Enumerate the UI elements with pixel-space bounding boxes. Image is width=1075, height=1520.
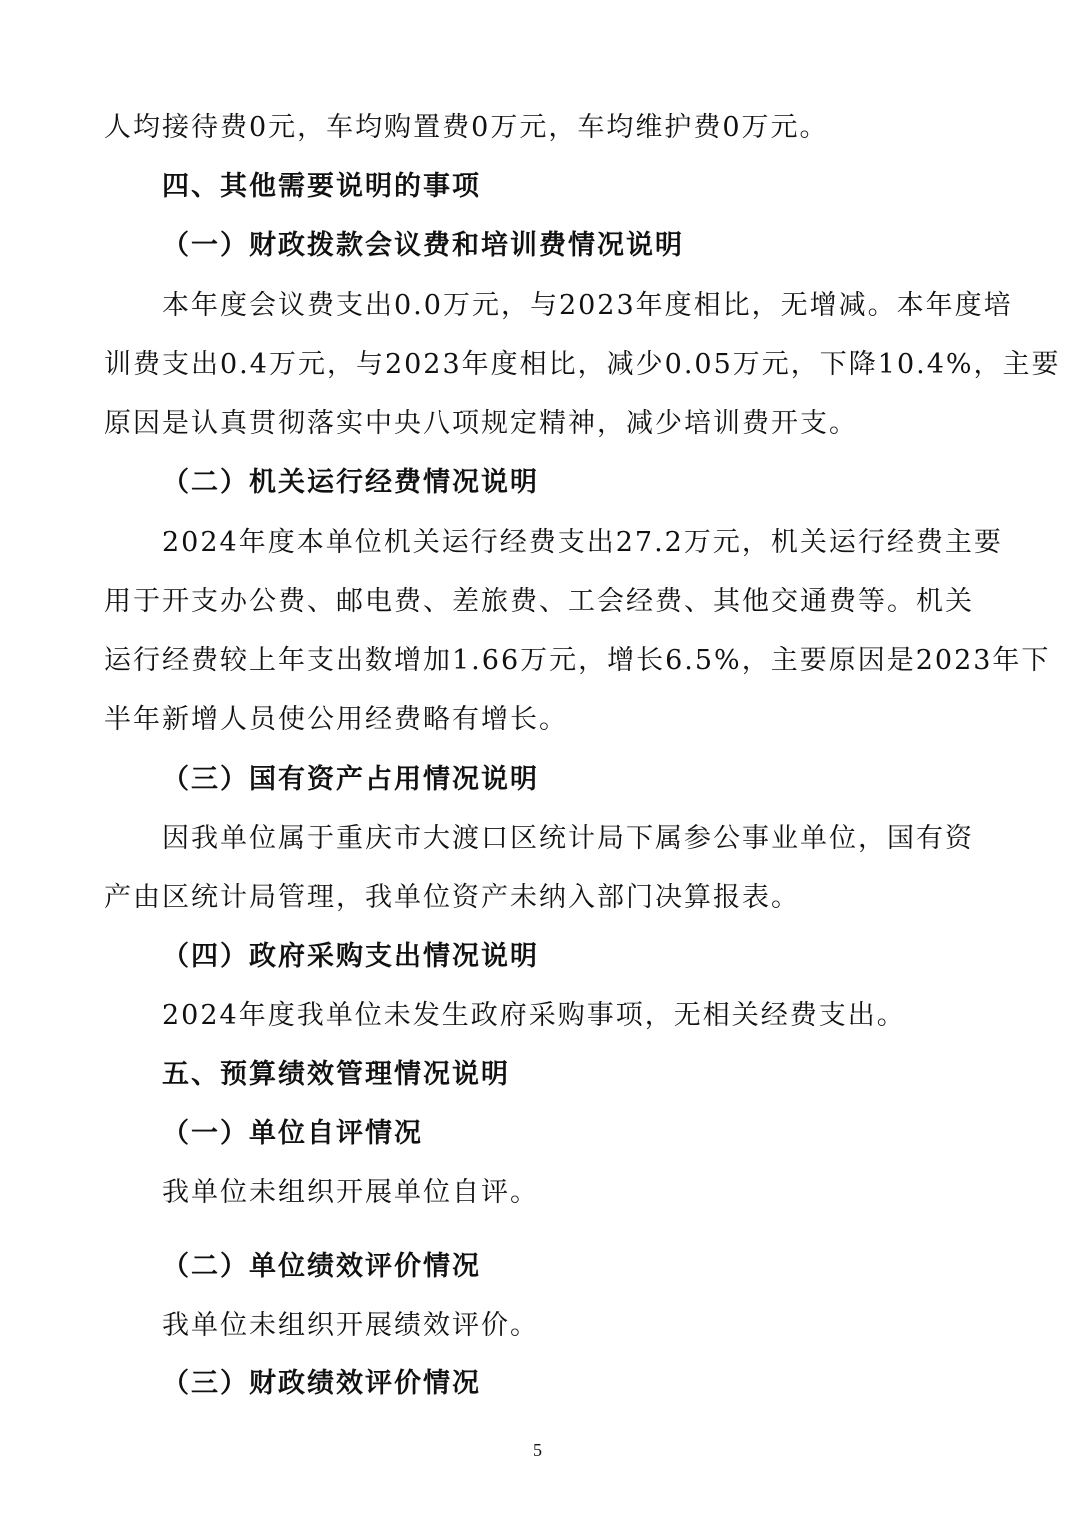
text-line: 本年度会议费支出0.0万元，与2023年度相比，无增减。本年度培 — [162, 290, 1013, 321]
text-line: 人均接待费0元，车均购置费0万元，车均维护费0万元。 — [104, 112, 829, 143]
subsection-heading: （二）机关运行经费情况说明 — [162, 467, 539, 498]
text-line: 因我单位属于重庆市大渡口区统计局下属参公事业单位，国有资 — [162, 823, 974, 854]
text-line: 用于开支办公费、邮电费、差旅费、工会经费、其他交通费等。机关 — [104, 586, 974, 617]
text-line: 运行经费较上年支出数增加1.66万元，增长6.5%，主要原因是2023年下 — [104, 645, 1051, 676]
text-line: 原因是认真贯彻落实中央八项规定精神，减少培训费开支。 — [104, 408, 858, 439]
text-line: 训费支出0.4万元，与2023年度相比，减少0.05万元，下降10.4%，主要 — [104, 349, 1061, 380]
text-line: 2024年度我单位未发生政府采购事项，无相关经费支出。 — [162, 1000, 906, 1031]
text-line: 产由区统计局管理，我单位资产未纳入部门决算报表。 — [104, 882, 800, 913]
subsection-heading: （三）财政绩效评价情况 — [162, 1368, 481, 1399]
text-line: 半年新增人员使公用经费略有增长。 — [104, 704, 568, 735]
subsection-heading: （一）财政拨款会议费和培训费情况说明 — [162, 230, 684, 261]
text-line: 2024年度本单位机关运行经费支出27.2万元，机关运行经费主要 — [162, 527, 1003, 558]
subsection-heading: （二）单位绩效评价情况 — [162, 1251, 481, 1282]
text-line: 我单位未组织开展绩效评价。 — [162, 1310, 539, 1341]
subsection-heading: （一）单位自评情况 — [162, 1118, 423, 1149]
page-number: 5 — [533, 1440, 542, 1460]
section-heading: 五、预算绩效管理情况说明 — [162, 1059, 510, 1090]
subsection-heading: （三）国有资产占用情况说明 — [162, 764, 539, 795]
text-line: 我单位未组织开展单位自评。 — [162, 1177, 539, 1208]
section-heading: 四、其他需要说明的事项 — [162, 171, 481, 202]
subsection-heading: （四）政府采购支出情况说明 — [162, 941, 539, 972]
